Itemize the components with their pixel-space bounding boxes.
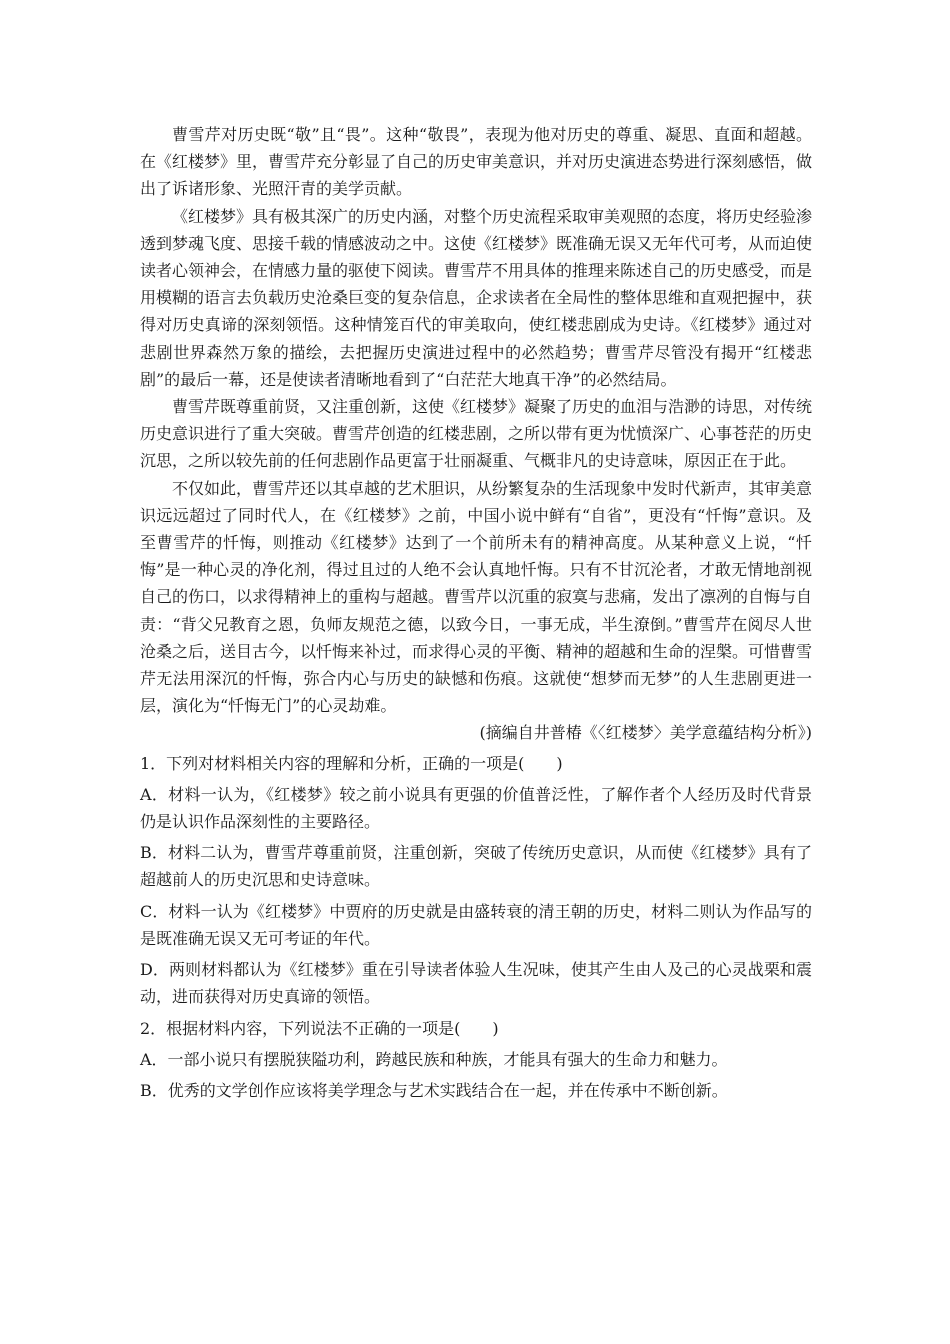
- option-a: A．一部小说只有摆脱狭隘功利，跨越民族和种族，才能具有强大的生命力和魅力。: [140, 1049, 728, 1069]
- option-b: B．优秀的文学创作应该将美学理念与艺术实践结合在一起，并在传承中不断创新。: [140, 1080, 728, 1100]
- option-a: A．材料一认为，《红楼梦》较之前小说具有更强的价值普泛性，了解作者个人经历及时代背景仍是认识作品深刻性的主要路径。: [140, 784, 812, 832]
- question-stem: 2．根据材料内容，下列说法不正确的一项是( ): [140, 1018, 499, 1038]
- question-stem: 1．下列对材料相关内容的理解和分析，正确的一项是( ): [140, 753, 563, 773]
- passage-source: (摘编自井普椿《〈红楼梦〉美学意蕴结构分析》): [479, 723, 812, 743]
- question-1: [140, 750, 812, 1011]
- option-b: B．材料二认为，曹雪芹尊重前贤，注重创新，突破了传统历史意识，从而使《红楼梦》具有了超越前人的历史沉思和史诗意味。: [140, 843, 812, 890]
- passage-paragraph: 不仅如此，曹雪芹还以其卓越的艺术胆识，从纷繁复杂的生活现象中发时代新声，其审美意识远远超过了同时代人，在《红楼梦》之前，中国小说中鲜有“自省”，更没有“忏悔”意识。及至曹雪芹的忏悔，则推动《红楼梦》达到了一个前所未有的精神高度。从某种意义上说，“忏悔”是一种心灵的净化剂，得过且过的人绝不会认真地忏悔。只有不甘沉沦者，才敢无情地剖视自己的伤口，以求得精神上的重构与超越。曹雪芹以沉重的寂寞与悲痛，发出了凛冽的自悔与自责：“背父兄教育之恩，负师友规范之德，以致今日，一事无成，半生潦倒。”曹雪芹在阅尽人世沧桑之后，送目古今，以忏悔来补过，而求得心灵的平衡、精神的超越和生命的涅槃。可惜曹雪芹无法用深沉的忏悔，弥合内心与历史的缺憾和伤痕。这就使“想梦而无梦”的人生悲剧更进一层，演化为“忏悔无门”的心灵劫难。: [140, 478, 813, 716]
- passage-paragraph: 曹雪芹既尊重前贤，又注重创新，这使《红楼梦》凝聚了历史的血泪与浩渺的诗思，对传统历史意识进行了重大突破。曹雪芹创造的红楼悲剧，之所以带有更为忧愤深广、心事苍茫的历史沉思，之所以较先前的任何悲剧作品更富于壮丽凝重、气概非凡的史诗意味，原因正在于此。: [140, 397, 813, 471]
- option-d: D．两则材料都认为《红楼梦》重在引导读者体验人生况味，使其产生由人及己的心灵战栗和震动，进而获得对历史真谛的领悟。: [140, 960, 812, 1007]
- passage: [140, 121, 812, 747]
- option-c: C．材料一认为《红楼梦》中贾府的历史就是由盛转衰的清王朝的历史，材料二则认为作品写的是既准确无误又无可考证的年代。: [140, 901, 812, 948]
- passage-paragraph: 曹雪芹对历史既“敬”且“畏”。这种“敬畏”，表现为他对历史的尊重、凝思、直面和超越。在《红楼梦》里，曹雪芹充分彰显了自己的历史审美意识，并对历史演进态势进行深刻感悟，做出了诉诸形象、光照汗青的美学贡献。: [140, 125, 813, 199]
- document-page: [140, 121, 812, 1108]
- question-2: [140, 1015, 812, 1105]
- passage-paragraph: 《红楼梦》具有极其深广的历史内涵，对整个历史流程采取审美观照的态度，将历史经验渗透到梦魂飞度、思接千载的情感波动之中。这使《红楼梦》既准确无误又无年代可考，从而迫使读者心领神会，在情感力量的驱使下阅读。曹雪芹不用具体的推理来陈述自己的历史感受，而是用模糊的语言去负载历史沧桑巨变的复杂信息，企求读者在全局性的整体思维和直观把握中，获得对历史真谛的深刻领悟。这种情笼百代的审美取向，使红楼悲剧成为史诗。《红楼梦》通过对悲剧世界森然万象的描绘，去把握历史演进过程中的必然趋势；曹雪芹尽管没有揭开“红楼悲剧”的最后一幕，还是使读者清晰地看到了“白茫茫大地真干净”的必然结局。: [140, 206, 813, 389]
